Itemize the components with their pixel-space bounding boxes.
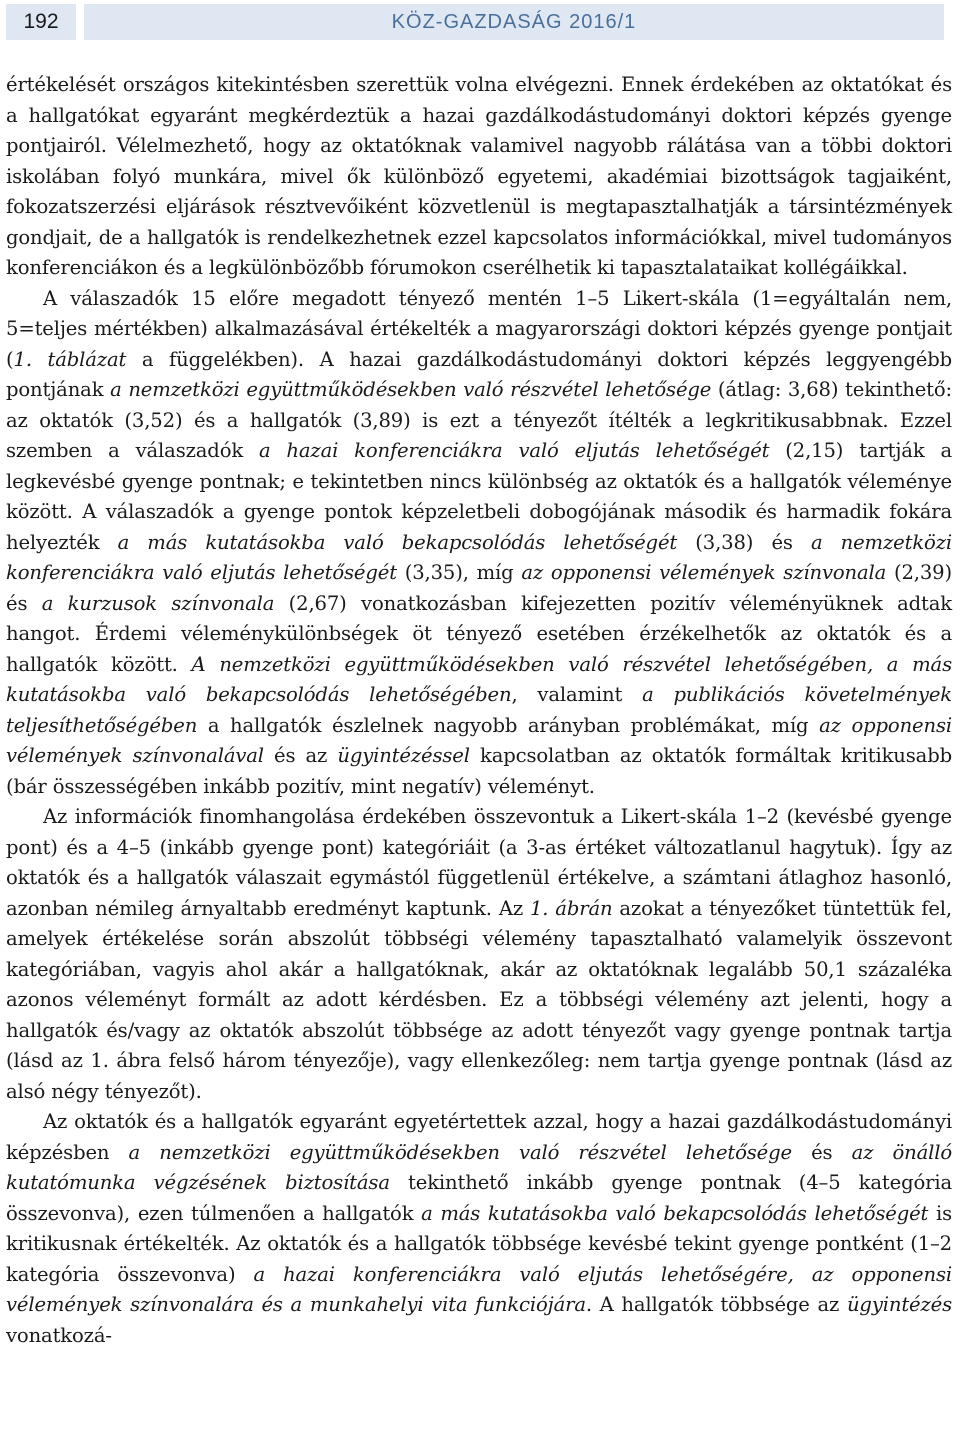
page-number: 192 — [6, 4, 76, 40]
italic-phrase: A nemzetközi együttműködésekben való részvétel lehetőségében, a más kutatásokba való bekapcsolódás lehetőségében — [6, 652, 952, 706]
italic-phrase: a kurzusok színvonala — [41, 591, 275, 615]
italic-phrase: az opponensi vélemények színvonalával — [6, 713, 952, 767]
text-run: Az oktatók és a hallgatók egyaránt egyetértettek azzal, hogy a hazai gazdálkodástudományi képzésben — [6, 1110, 952, 1164]
italic-phrase: a nemzetközi együttműködésekben való részvétel lehetősége — [128, 1140, 792, 1164]
italic-phrase: a hazai konferenciákra való eljutás lehetőségére, az opponensi vélemények színvonalára és a munkahelyi vita funkciójára — [6, 1262, 952, 1316]
text-run: (átlag: 3,68) tekinthető: az oktatók (3,52) és a hallgatók (3,89) is ezt a tényezőt ítélték a legkritikusabbnak. Ezzel szemben a válaszadók — [6, 378, 952, 462]
text-run: a függelékben). A hazai gazdálkodástudományi doktori képzés leggyengébb pontjának — [6, 347, 952, 401]
italic-phrase: a publikációs követelmények teljesíthetőségében — [6, 683, 953, 737]
text-run: . A hallgatók többsége az — [585, 1293, 847, 1316]
italic-phrase: a hazai konferenciákra való eljutás lehetőségét — [258, 439, 770, 462]
italic-phrase: a más kutatásokba való bekapcsolódás lehetőségét — [117, 530, 678, 554]
page-header — [6, 4, 944, 40]
italic-phrase: a más kutatásokba való bekapcsolódás lehetőségét — [421, 1201, 929, 1225]
italic-phrase: a nemzetközi együttműködésekben való részvétel lehetősége — [110, 378, 712, 401]
text-run: Az információk finomhangolása érdekében összevontuk a Likert-skála 1–2 (kevésbé gyenge pont) és a 4–5 (inkább gyenge pont) kategóriáit (a 3-as értéket változatlanul hagytuk). Így az oktatók és a hallgatók válaszait egymástól függetlenül értékelve, a számtani átlaghoz hasonló, azonban némileg árnyaltabb eredményt kaptunk. Az — [6, 805, 952, 920]
text-run: (3,38) és — [677, 530, 811, 554]
italic-phrase: 1. ábrán — [529, 896, 613, 920]
italic-phrase: a nemzetközi konferenciákra való eljutás lehetőségét — [6, 530, 952, 584]
text-run: kapcsolatban az oktatók formáltak kritikusabb (bár összességében inkább pozitív, mint negatív) véleményt. — [6, 744, 953, 798]
text-run: (3,35), míg — [396, 561, 522, 584]
text-run: értékelését országos kitekintésben szerettük volna elvégezni. Ennek érdekében az oktatókat és a hallgatókat egyaránt megkérdeztük a hazai gazdálkodástudományi doktori képzés gyenge pontjairól. Vélelmezhető, hogy az oktatóknak valamivel nagyobb rálátása van a többi doktori iskolában folyó munkára, mivel ők különböző egyetemi, akadémiai bizottságok tagjaiként, fokozatszerzési eljárások résztvevőiként közvetlenül is megtapasztalhatják a társintézmények gondjait, de a hallgatók is rendelkezhetnek ezzel kapcsolatos információkkal, mivel tudományos konferenciákon és a legkülönbözőbb fórumokon cserélhetik ki tapasztalataikat kollégáikkal. — [6, 73, 952, 279]
journal-title: KÖZ-GAZDASÁG 2016/1 — [84, 4, 944, 40]
text-run: azokat a tényezőket tüntettük fel, amelyek értékelése során abszolút többségi vélemény tapasztalható valamelyik összevont kategóriában, vagyis ahol akár a hallgatóknak, akár az oktatóknak legalább 50,1 százaléka azonos véleményt formált az adott kérdésben. Ez a többségi vélemény azt jelenti, hogy a hallgatók és/vagy az oktatók abszolút többsége az adott tényezőt vagy gyenge pontnak tartja (lásd az 1. ábra felső három tényezője), vagy ellenkezőleg: nem tartja gyenge pontnak (lásd az alsó négy tényezőt). — [6, 896, 953, 1103]
paragraph — [6, 802, 952, 1107]
italic-phrase: az önálló kutatómunka végzésének biztosítása — [6, 1140, 953, 1194]
paragraph — [6, 70, 952, 284]
paragraph — [6, 1107, 952, 1351]
italic-phrase: ügyintézéssel — [337, 744, 470, 767]
text-run: és — [791, 1140, 852, 1164]
text-run: vonatkozá- — [6, 1323, 112, 1347]
italic-phrase: 1. táblázat — [13, 347, 127, 371]
text-run: (2,39) és — [6, 561, 952, 615]
text-run: tekinthető inkább gyenge pontnak (4–5 kategória összevonva), ezen túlmenően a hallgatók — [6, 1171, 952, 1225]
text-run: (2,67) vonatkozásban kifejezetten pozitív véleményüknek adtak hangot. Érdemi véleménykülönbségek öt tényező esetében érzékelhetők az oktatók és a hallgatók között. — [6, 591, 952, 676]
article-body — [6, 70, 952, 1351]
italic-phrase: az opponensi vélemények színvonala — [521, 561, 887, 584]
text-run: (2,15) tartják a legkevésbé gyenge pontnak; e tekintetben nincs különbség az oktatók és a hallgatók véleménye között. A válaszadók a gyenge pontok képzeletbeli dobogójának második és harmadik fokára helyezték — [6, 439, 952, 554]
text-run: A válaszadók 15 előre megadott tényező mentén 1–5 Likert-skála (1=egyáltalán nem, 5=teljes mértékben) alkalmazásával értékelték a magyarországi doktori képzés gyenge pontjait ( — [6, 286, 952, 371]
text-run: és az — [263, 744, 338, 767]
paragraph — [6, 284, 952, 803]
italic-phrase: ügyintézés — [846, 1293, 953, 1316]
text-run: is kritikusnak értékelték. Az oktatók és a hallgatók többsége kevésbé tekint gyenge pontként (1–2 kategória összevonva) — [6, 1201, 952, 1286]
text-run: a hallgatók észlelnek nagyobb arányban problémákat, míg — [197, 713, 820, 737]
text-run: , valamint — [511, 683, 643, 706]
